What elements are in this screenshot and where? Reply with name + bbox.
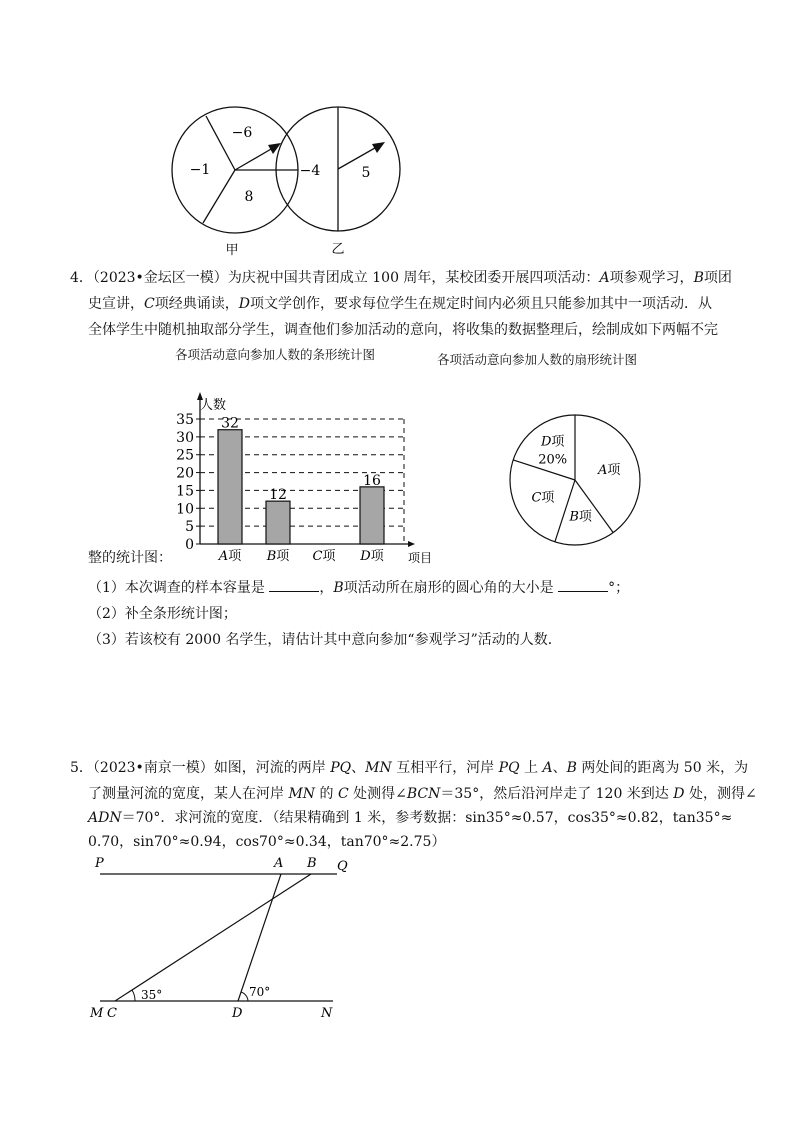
question-number: 4． (70, 270, 93, 286)
line-da (238, 874, 281, 1001)
y-axis-label: 人数 (200, 398, 227, 413)
sector-label: 8 (244, 189, 254, 205)
q5-line4: 0.70，sin70°≈0.94，cos70°≈0.34，tan70°≈2.75） (88, 834, 446, 850)
bar-chart-title: 各项活动意向参加人数的条形统计图 (175, 347, 376, 362)
x-axis-label: 项目 (408, 551, 433, 565)
pie-slice-label: B项 (569, 509, 592, 525)
angle-d-label: 70° (249, 985, 271, 999)
spinner-yi (276, 107, 400, 257)
q4-line3: 全体学生中随机抽取部分学生，调查他们参加活动的意向，将收集的数据整理后，绘制成如下两幅不完 (88, 322, 718, 338)
bar-data-label: 32 (221, 415, 239, 432)
x-axis-arrow-icon (408, 541, 415, 547)
bar-data-label: 16 (363, 472, 381, 489)
question-source: （2023•金坛区一模） (92, 270, 228, 286)
y-tick-label: 30 (176, 429, 194, 446)
sector-label: −6 (231, 125, 253, 141)
line-cb (115, 874, 311, 1001)
pie-divider (575, 480, 613, 533)
y-tick-label: 25 (176, 447, 194, 464)
point-m: M (90, 1006, 104, 1021)
sector-label: −4 (299, 163, 321, 179)
point-c: C (107, 1006, 117, 1021)
q4-sub2: （2）补全条形统计图； (88, 606, 237, 622)
x-tick-label: C项 (312, 549, 336, 564)
q5-line3: ADN＝70°．求河流的宽度．（结果精确到 1 米，参考数据：sin35°≈0.57，cos35°≈0.82，tan35°≈ (88, 810, 733, 826)
q4-line4: 整的统计图： (88, 550, 172, 566)
q5-line2: 了测量河流的宽度，某人在河岸 MN 的 C 处测得∠BCN＝35°，然后沿河岸走了 120 米到达 D 处，测得∠ (88, 786, 757, 802)
point-q: Q (337, 859, 348, 874)
question-number: 5． (70, 760, 93, 776)
bar-b (266, 501, 290, 544)
river-figure (85, 850, 375, 1030)
bar-chart (160, 388, 450, 568)
y-tick-label: 35 (176, 412, 194, 428)
bar-a (218, 430, 242, 544)
answer-blank (558, 577, 608, 592)
x-tick-label: B项 (266, 549, 290, 564)
q4-line2: 史宣讲，C项经典诵读，D项文学创作，要求每位学生在规定时间内必须且只能参加其中一项活动．从 (88, 296, 712, 312)
spinner-yi-figure (260, 100, 420, 260)
y-tick-label: 20 (176, 465, 194, 482)
sector-label: −1 (189, 162, 211, 178)
q4-sub3: （3）若该校有 2000 名学生，请估计其中意向参加“参观学习”活动的人数． (88, 632, 562, 648)
x-tick-label: A项 (218, 549, 242, 564)
point-b: B (307, 856, 317, 871)
point-d: D (232, 1006, 243, 1021)
point-n: N (321, 1006, 333, 1021)
q4-line1: 4．（2023•金坛区一模）为庆祝中国共青团成立 100 周年，某校团委开展四项活动：A项参观学习，B项团 (70, 270, 732, 286)
pie-chart-title: 各项活动意向参加人数的扇形统计图 (437, 352, 638, 367)
angle-c-label: 35° (141, 988, 163, 1002)
pie-percent-label: 20% (538, 452, 568, 468)
question-source: （2023•南京一模） (92, 760, 214, 776)
point-a: A (274, 856, 284, 871)
y-tick-label: 0 (185, 537, 194, 553)
y-tick-label: 5 (185, 519, 194, 536)
sector-label: 5 (361, 165, 371, 181)
pie-slice-label: A项 (598, 462, 621, 478)
q4-sub1: （1）本次调查的样本容量是 ，B项活动所在扇形的圆心角的大小是 °； (88, 577, 629, 599)
pie-slice-label: C项 (531, 490, 555, 506)
y-tick-label: 15 (176, 483, 194, 500)
bar-d (360, 487, 384, 544)
spinner-caption: 甲 (225, 243, 239, 258)
answer-blank (269, 577, 319, 592)
spinner-caption: 乙 (331, 242, 345, 257)
point-p: P (95, 856, 104, 871)
x-tick-label: D项 (360, 549, 384, 564)
q5-line1: 5．（2023•南京一模）如图，河流的两岸 PQ、MN 互相平行，河岸 PQ 上 A、B 两处间的距离为 50 米，为 (70, 760, 749, 776)
y-tick-label: 10 (176, 501, 194, 518)
pie-slice-label: D项 (540, 434, 565, 450)
pie-chart (500, 385, 650, 555)
bar-data-label: 12 (269, 487, 287, 504)
